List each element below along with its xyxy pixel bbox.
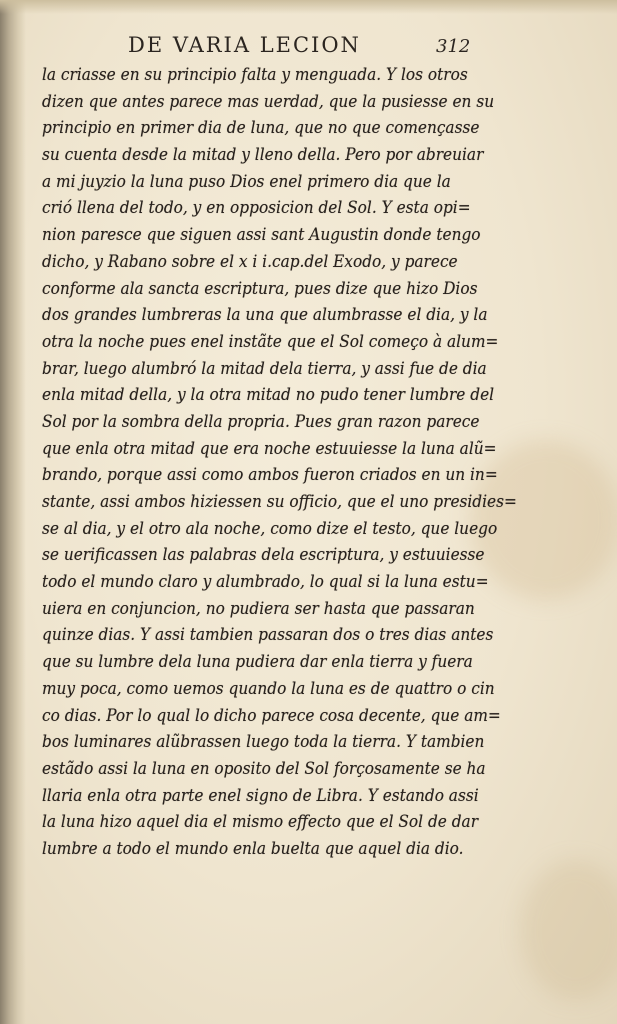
page-top-edge <box>0 0 617 14</box>
text-line: se al dia, y el otro ala noche, como dize el testo, que luego <box>42 518 498 538</box>
text-line: que su lumbre dela luna pudiera dar enla tierra y fuera <box>42 652 473 672</box>
text-line: brar, luego alumbró la mitad dela tierra, y assi fue de dia <box>42 358 487 378</box>
text-line: bos luminares alũbrassen luego toda la tierra. Y tambien <box>42 732 485 752</box>
text-line: dos grandes lumbreras la una que alumbrasse el dia, y la <box>42 305 488 325</box>
text-line: dizen que antes parece mas uerdad, que la pusiesse en su <box>42 91 495 111</box>
text-line: co dias. Por lo qual lo dicho parece cosa decente, que am= <box>42 705 501 725</box>
running-title: DE VARIA LECION <box>128 33 361 57</box>
text-line: lumbre a todo el mundo enla buelta que aquel dia dio. <box>42 838 464 858</box>
text-line: llaria enla otra parte enel signo de Libra. Y estando assi <box>42 785 479 805</box>
text-line: brando, porque assi como ambos fueron criados en un in= <box>42 465 498 485</box>
text-line: crió llena del todo, y en opposicion del Sol. Y esta opi= <box>42 198 471 218</box>
text-line: enla mitad della, y la otra mitad no pudo tener lumbre del <box>42 385 495 405</box>
text-line: la criasse en su principio falta y menguada. Y los otros <box>42 65 468 84</box>
body-text <box>42 62 517 863</box>
text-line: Sol por la sombra della propria. Pues gran razon parece <box>42 411 480 431</box>
text-line: otra la noche pues enel instãte que el Sol começo à alum= <box>42 331 499 351</box>
text-line: la luna hizo aquel dia el mismo effecto que el Sol de dar <box>42 812 479 832</box>
text-line: dicho, y Rabano sobre el x i i.cap.del Exodo, y parece <box>42 251 458 271</box>
text-line: su cuenta desde la mitad y lleno della. Pero por abreuiar <box>42 145 484 165</box>
text-line: que enla otra mitad que era noche estuuiesse la luna alũ= <box>42 438 497 458</box>
text-line: quinze dias. Y assi tambien passaran dos o tres dias antes <box>42 625 494 645</box>
text-line: se uerificassen las palabras dela escriptura, y estuuiesse <box>42 545 485 565</box>
text-line: stante, assi ambos hiziessen su officio, que el uno presidies= <box>42 492 517 511</box>
text-line: muy poca, como uemos quando la luna es de quattro o cin <box>42 678 495 698</box>
running-head <box>128 33 508 63</box>
text-line: conforme ala sancta escriptura, pues dize que hizo Dios <box>42 278 478 298</box>
text-line: nion paresce que siguen assi sant Augustin donde tengo <box>42 225 481 245</box>
text-line: a mi juyzio la luna puso Dios enel primero dia que la <box>42 171 451 191</box>
page-number: 312 <box>436 36 471 57</box>
book-gutter <box>0 0 26 1024</box>
text-line: uiera en conjuncion, no pudiera ser hasta que passaran <box>42 598 475 618</box>
text-line: estãdo assi la luna en oposito del Sol forçosamente se ha <box>42 758 486 778</box>
text-line: principio en primer dia de luna, que no que començasse <box>42 118 480 138</box>
text-line: todo el mundo claro y alumbrado, lo qual si la luna estu= <box>42 572 489 592</box>
paper-stain <box>520 860 617 1000</box>
